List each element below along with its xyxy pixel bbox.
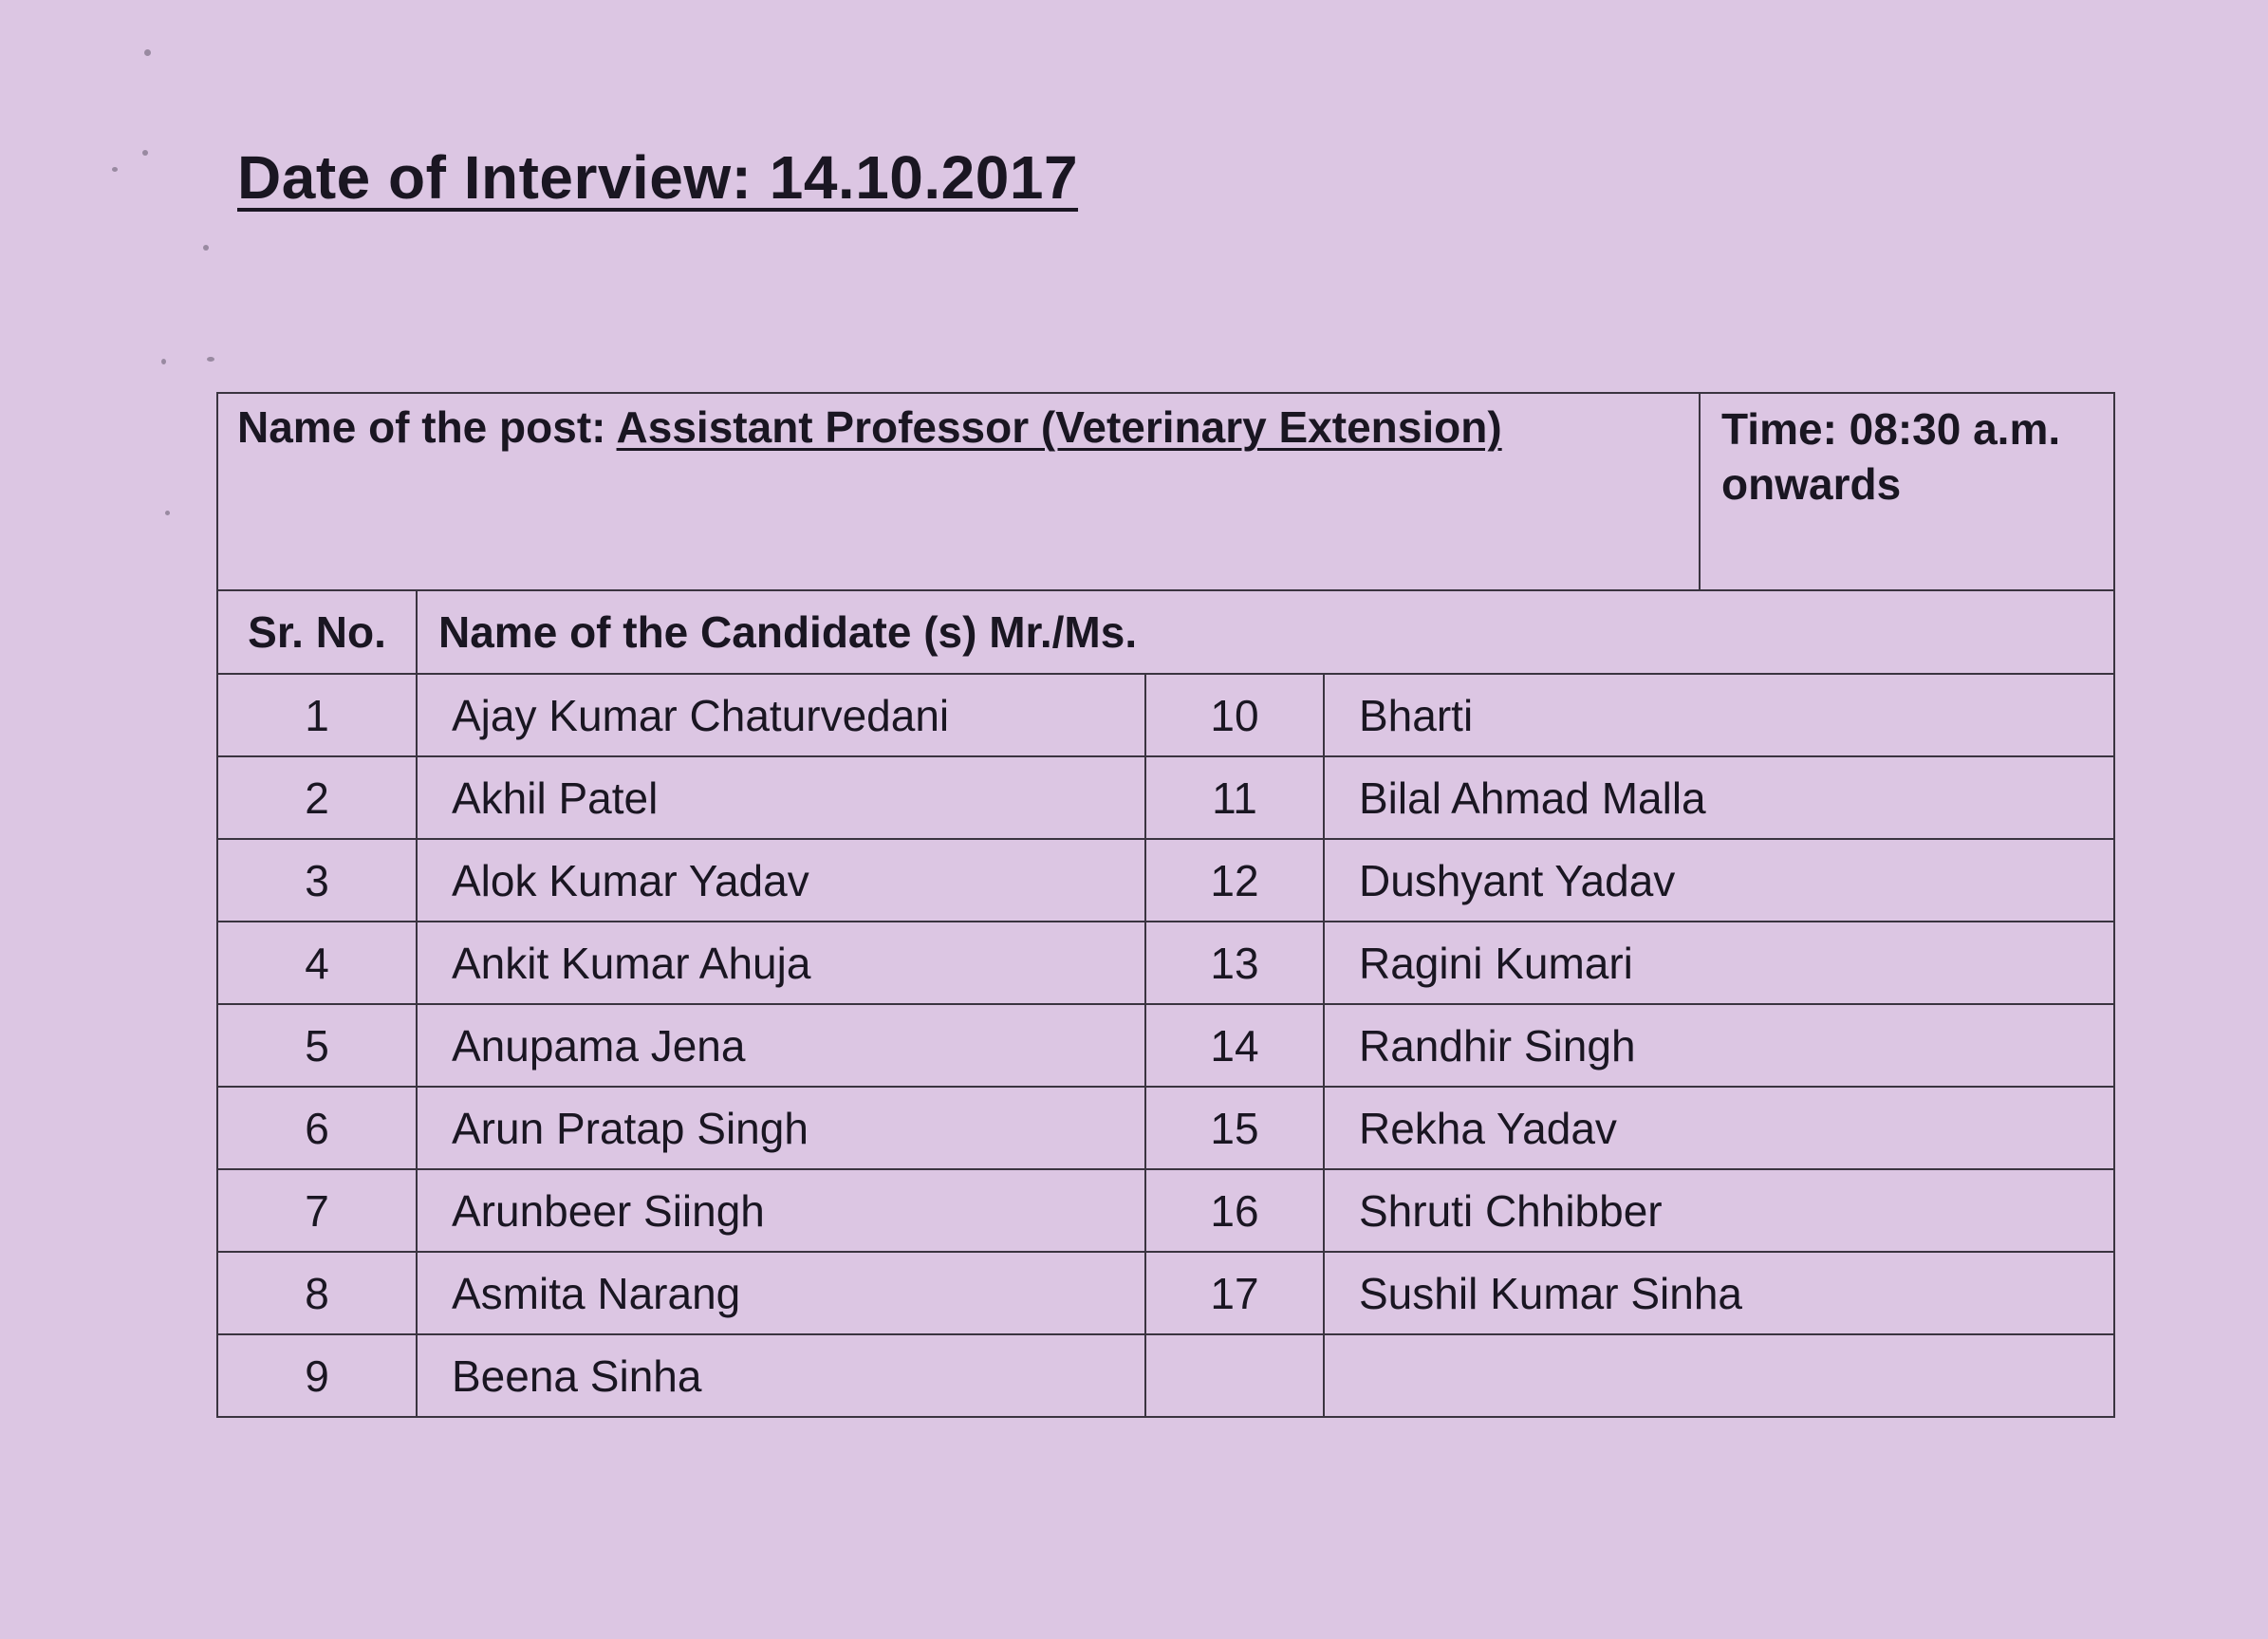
scan-speck [161,359,166,364]
table-row [217,1334,2114,1417]
table-row [217,674,2114,756]
candidate-name: Beena Sinha [417,1334,1145,1417]
serial-number: 13 [1145,922,1324,1004]
candidate-name: Bilal Ahmad Malla [1324,756,2114,839]
candidate-name: Arunbeer Siingh [417,1169,1145,1252]
candidate-name: Arun Pratap Singh [417,1087,1145,1169]
column-header-sr-no: Sr. No. [217,590,417,674]
candidate-name: Asmita Narang [417,1252,1145,1334]
serial-number: 4 [217,922,417,1004]
table-row [217,839,2114,922]
candidate-name: Anupama Jena [417,1004,1145,1087]
table-row [217,1169,2114,1252]
table-row [217,922,2114,1004]
serial-number: 2 [217,756,417,839]
time-cell [1700,393,2114,590]
candidate-name: Shruti Chhibber [1324,1169,2114,1252]
serial-number: 1 [217,674,417,756]
candidate-name: Ajay Kumar Chaturvedani [417,674,1145,756]
serial-number: 10 [1145,674,1324,756]
candidate-name: Ankit Kumar Ahuja [417,922,1145,1004]
post-cell [217,393,1700,590]
candidate-name: Dushyant Yadav [1324,839,2114,922]
serial-number: 15 [1145,1087,1324,1169]
header-row [217,590,2114,674]
serial-number [1145,1334,1324,1417]
scan-speck [207,357,214,362]
candidate-name [1324,1334,2114,1417]
serial-number: 14 [1145,1004,1324,1087]
candidate-name: Akhil Patel [417,756,1145,839]
table-row [217,1004,2114,1087]
serial-number: 12 [1145,839,1324,922]
time-onwards: onwards [1721,459,1902,509]
scan-speck [203,245,209,251]
candidate-name: Rekha Yadav [1324,1087,2114,1169]
column-header-candidate: Name of the Candidate (s) Mr./Ms. [417,590,2114,674]
scan-speck [142,150,148,156]
candidate-name: Alok Kumar Yadav [417,839,1145,922]
serial-number: 5 [217,1004,417,1087]
table-row [217,1087,2114,1169]
serial-number: 9 [217,1334,417,1417]
time-value: Time: 08:30 a.m. [1721,404,2061,454]
post-row [217,393,2114,590]
candidate-name: Randhir Singh [1324,1004,2114,1087]
serial-number: 6 [217,1087,417,1169]
post-name: Assistant Professor (Veterinary Extension) [616,402,1502,452]
post-label: Name of the post: [237,402,606,452]
scan-speck [112,167,118,172]
serial-number: 8 [217,1252,417,1334]
candidate-name: Bharti [1324,674,2114,756]
candidate-name: Sushil Kumar Sinha [1324,1252,2114,1334]
scan-speck [144,49,151,56]
table-row [217,1252,2114,1334]
serial-number: 7 [217,1169,417,1252]
candidate-name: Ragini Kumari [1324,922,2114,1004]
serial-number: 3 [217,839,417,922]
interview-schedule-table [216,392,2115,1418]
serial-number: 17 [1145,1252,1324,1334]
table-row [217,756,2114,839]
serial-number: 16 [1145,1169,1324,1252]
serial-number: 11 [1145,756,1324,839]
page-title: Date of Interview: 14.10.2017 [237,143,1079,212]
scan-speck [165,511,170,515]
